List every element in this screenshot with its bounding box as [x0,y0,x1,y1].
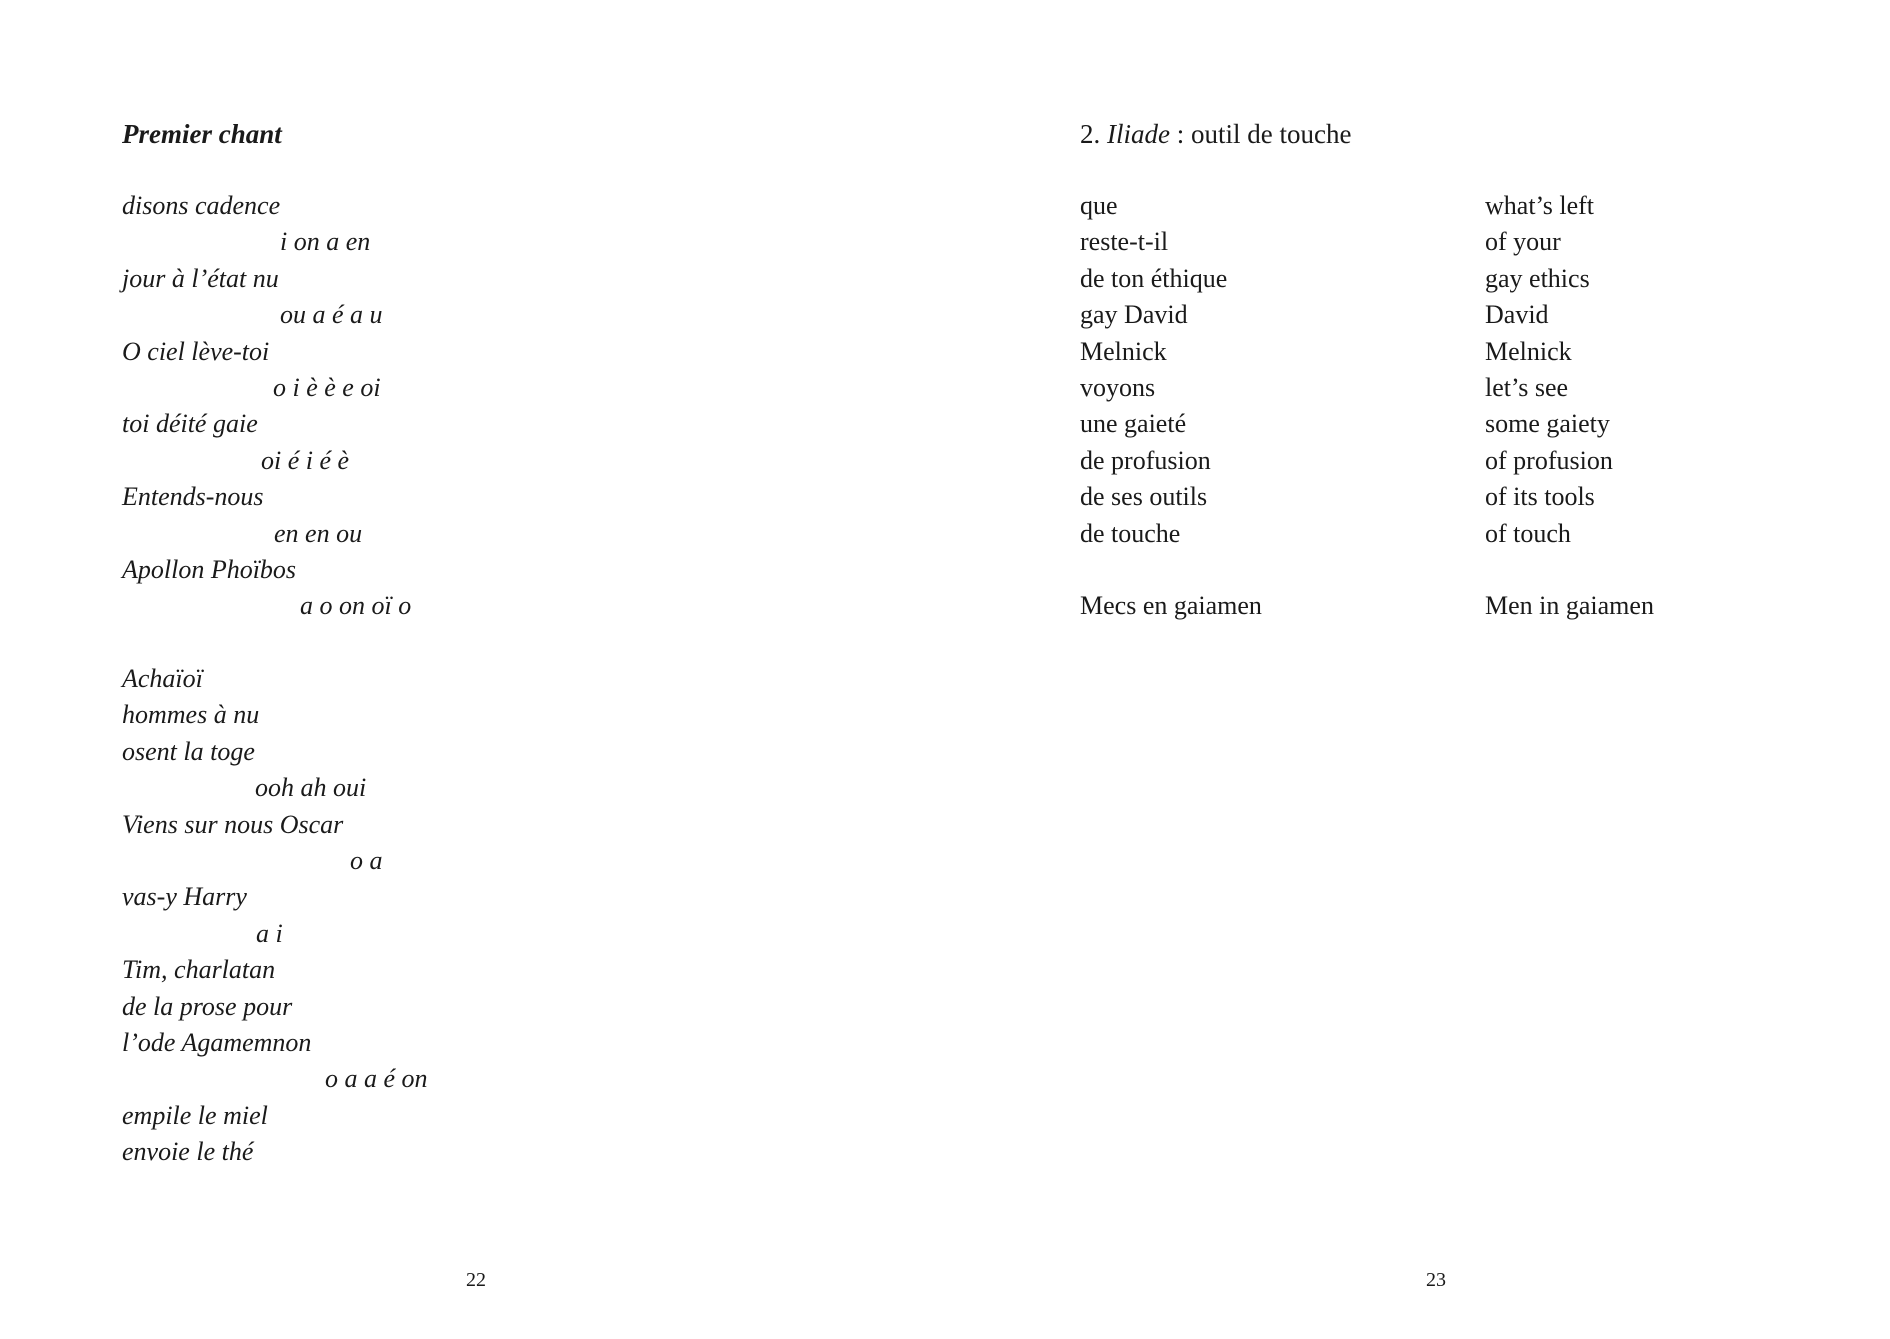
page-number: 23 [1426,1269,1446,1291]
french-line: gay David [1080,300,1188,330]
poem-line: Apollon Phoïbos [122,554,297,584]
poem-line: ooh ah oui [255,773,367,803]
poem-line: O ciel lève-toi [122,336,270,366]
english-line: of its tools [1485,482,1595,512]
poem-line: de la prose pour [122,991,293,1021]
poem-title-italic: Iliade [1107,119,1170,149]
right-page [945,0,1890,1339]
poem-line: hommes à nu [122,700,260,730]
french-line: Mecs en gaiamen [1080,591,1262,621]
poem-line: Achaïoï [122,664,203,694]
french-line: de touche [1080,518,1181,548]
poem-line: Viens sur nous Oscar [122,809,344,839]
poem-line: Entends-nous [122,482,264,512]
english-line: let’s see [1485,372,1569,402]
french-line: que [1080,191,1118,220]
french-line: voyons [1080,372,1156,402]
poem-line: o a a é on [325,1064,428,1094]
stanza-break [1485,552,1654,588]
poem-line: o a [350,846,383,876]
poem-line: jour à l’état nu [122,263,279,293]
english-line: Men in gaiamen [1485,591,1654,621]
english-line: what’s left [1485,191,1595,220]
french-line: de ses outils [1080,482,1208,512]
poem-line: osent la toge [122,736,255,766]
poem-left [122,188,428,1171]
poem-title [1080,116,1351,152]
poem-line: empile le miel [122,1100,268,1130]
chapter-title: Premier chant [122,119,282,149]
poem-line: i on a en [280,227,371,257]
poem-line: en en ou [274,518,363,548]
poem-line: vas-y Harry [122,882,247,912]
poem-line: envoie le thé [122,1137,254,1167]
stanza-break [122,625,428,661]
poem-title-number: 2. [1080,119,1101,149]
english-line: of touch [1485,518,1571,548]
poem-line: oi é i é è [261,445,350,475]
english-line: some gaiety [1485,409,1610,439]
french-line: de profusion [1080,445,1211,475]
english-line: gay ethics [1485,263,1590,293]
french-line: de ton éthique [1080,263,1228,293]
poem-line: a i [256,918,283,948]
french-line: reste-t-il [1080,227,1169,257]
poem-line: toi déité gaie [122,409,258,439]
english-line: of profusion [1485,445,1613,475]
french-line: Melnick [1080,336,1167,366]
poem-line: o i è è e oi [273,372,381,402]
english-line: Melnick [1485,336,1572,366]
poem-line: Tim, charlatan [122,955,276,985]
english-column [1485,188,1654,625]
french-column [1080,188,1262,625]
poem-line: a o on oï o [300,591,412,621]
poem-line: disons cadence [122,191,281,220]
page-number: 22 [466,1269,486,1291]
poem-title-rest: : outil de touche [1169,119,1352,149]
french-line: une gaieté [1080,409,1187,439]
english-line: of your [1485,227,1561,257]
stanza-break [1080,552,1262,588]
english-line: David [1485,300,1549,330]
poem-line: ou a é a u [280,300,383,330]
poem-line: l’ode Agamemnon [122,1027,312,1057]
